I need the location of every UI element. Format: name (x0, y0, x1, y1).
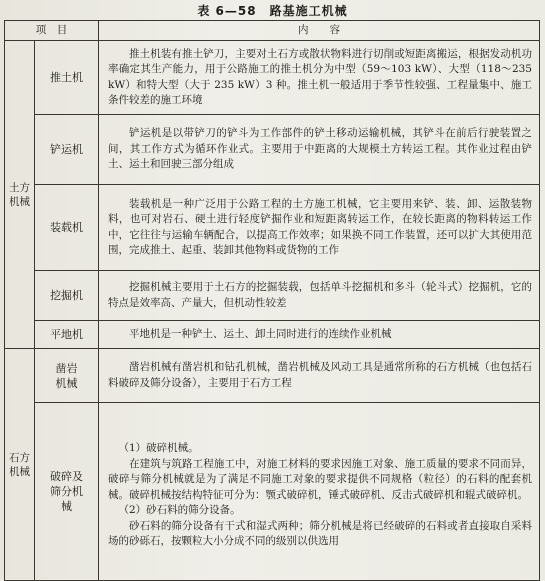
section-text: 在建筑与筑路工程施工中，对施工材料的要求因施工对象、施工质量的要求不同而异，破碎与筛分机械就是为了满足不同施工对象的要求提供不同规格（粒径）的石料的配套机械。破碎机械按结构特征可分为：颚式破碎机，锤式破碎机、反击式破碎机和辊式破碎机。 (108, 457, 532, 501)
table-row (5, 115, 540, 185)
section-text: 砂石料的筛分设备有干式和湿式两种；筛分机械是将已经破碎的石料或者直接取自采料场的砂砾石，按颗粒大小分成不同的级别以供选用 (108, 519, 532, 548)
table-row (5, 271, 540, 321)
row-content (99, 271, 540, 321)
row-content (99, 349, 540, 403)
table-row (5, 349, 540, 403)
header-row (5, 21, 540, 41)
row-text: 铲运机是以带铲刀的铲斗为工作部件的铲土移动运输机械，其铲斗在前后行驶装置之间，其工作方式为循环作业式。主要用于中距离的大规模土方转运工程。其作业过程由铲土、运土和回驶三部分组成 (108, 127, 532, 171)
row-text: 装载机是一种广泛用于公路工程的土方施工机械，它主要用来铲、装、卸、运散装物料，也可对岩石、硬土进行轻度铲掘作业和短距离转运工作，在较长距离的物料转运工作中，它往往与运输车辆配合，以提高工作效率；如果换不同工作装置，还可以扩大其使用范围，完成推土、起重、装卸其他物料或货物的工作 (108, 197, 532, 256)
row-text: 凿岩机械有凿岩机和钻孔机械，凿岩机械及风动工具是通常所称的石方机械（也包括石料破碎及筛分设备），主要用于石方工程 (108, 361, 532, 389)
header-item: 项 目 (5, 21, 99, 41)
table-title: 表 6—58 路基施工机械 (197, 4, 348, 18)
row-name: 推土机 (35, 41, 99, 115)
row-name: 装载机 (35, 185, 99, 271)
row-name: 凿岩机械 (35, 349, 99, 403)
header-content: 内 容 (99, 21, 540, 41)
row-content (99, 185, 540, 271)
row-content (99, 403, 540, 581)
table-row (5, 321, 540, 349)
row-name: 平地机 (35, 321, 99, 349)
section-heading: （1）破碎机械。 (118, 442, 199, 455)
row-name: 破碎及筛分机械 (35, 403, 99, 581)
row-content (99, 41, 540, 115)
machinery-table (4, 20, 540, 581)
row-text: 推土机装有推土铲刀，主要对土石方或散状物料进行切削或短距离搬运，根据发动机功率确定其生产能力，用于公路施工的推土机分为中型（59～103 kW）、大型（118～235 kW）和特大型（大于 235 kW）3 种。推土机一般适用于季节性较强、工程量集中、施工条件较差的施工环境 (108, 47, 532, 106)
category-stonework: 石方机械 (5, 349, 35, 581)
category-earthwork: 土方机械 (5, 41, 35, 349)
row-name: 铲运机 (35, 115, 99, 185)
row-content (99, 115, 540, 185)
row-text: 挖掘机械主要用于土石方的挖掘装载，包括单斗挖掘机和多斗（轮斗式）挖掘机，它的特点是效率高、产量大，但机动性较差 (108, 281, 532, 309)
row-text: 平地机是一种铲土、运土、卸土同时进行的连续作业机械 (129, 327, 392, 340)
section-heading: （2）砂石料的筛分设备。 (118, 504, 241, 517)
row-name: 挖掘机 (35, 271, 99, 321)
table-row (5, 403, 540, 581)
row-content (99, 321, 540, 349)
table-row (5, 41, 540, 115)
table-row (5, 185, 540, 271)
